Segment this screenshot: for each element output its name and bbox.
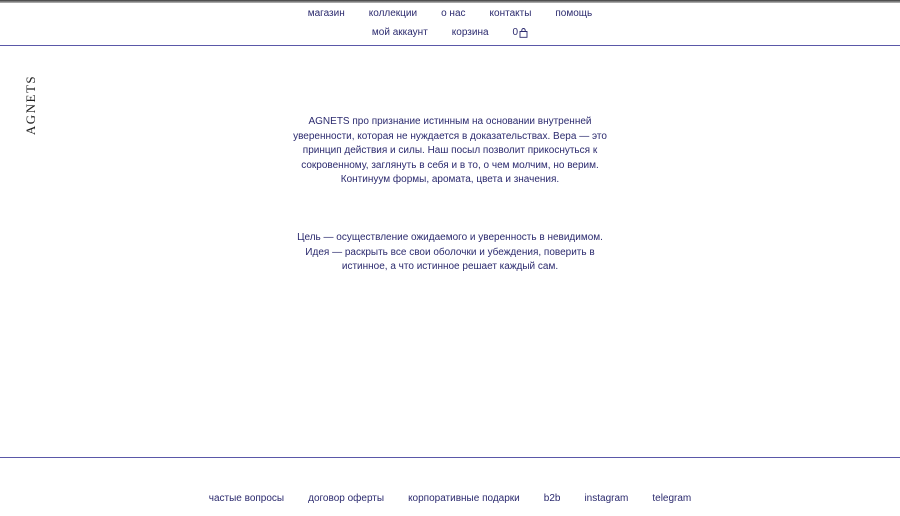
account-link[interactable]: мой аккаунт xyxy=(371,27,428,38)
cart-count: 0 xyxy=(512,27,519,38)
footer-instagram-link[interactable]: instagram xyxy=(584,493,629,504)
footer-telegram-link[interactable]: telegram xyxy=(652,493,692,504)
cart-counter-button[interactable] xyxy=(513,27,529,39)
brand-logo[interactable] xyxy=(24,74,38,136)
site-footer xyxy=(0,493,900,505)
shopping-bag-icon xyxy=(519,28,528,38)
primary-nav xyxy=(0,8,900,20)
footer-faq-link[interactable]: частые вопросы xyxy=(208,493,285,504)
about-paragraph-1: AGNETS про признание истинным на основании внутренней уверенности, которая не нуждается в доказательствах. Вера — это принцип действия и силы. Наш посыл позволит прикоснуться к сокровенному, заглянуть в себя и в то, о чем молчим, но верим. Континуум формы, аромата, цвета и значения. xyxy=(293,116,607,185)
nav-about-link[interactable]: о нас xyxy=(441,8,466,19)
about-paragraph-2: Цель — осуществление ожидаемого и уверенность в невидимом. Идея — раскрыть все свои оболочки и убеждения, поверить в истинное, а что истинное решает каждый сам. xyxy=(297,232,603,272)
site-header xyxy=(0,3,900,46)
cart-link[interactable]: корзина xyxy=(451,27,489,38)
nav-contacts-link[interactable]: контакты xyxy=(489,8,532,19)
nav-collections-link[interactable]: коллекции xyxy=(368,8,418,19)
secondary-nav xyxy=(0,27,900,39)
footer-offer-agreement-link[interactable]: договор оферты xyxy=(308,493,385,504)
nav-help-link[interactable]: помощь xyxy=(555,8,593,19)
footer-divider xyxy=(0,457,900,458)
footer-b2b-link[interactable]: b2b xyxy=(543,493,561,504)
footer-corporate-gifts-link[interactable]: корпоративные подарки xyxy=(408,493,520,504)
brand-logo-text: AGNETS xyxy=(23,74,38,136)
nav-shop-link[interactable]: магазин xyxy=(307,8,345,19)
